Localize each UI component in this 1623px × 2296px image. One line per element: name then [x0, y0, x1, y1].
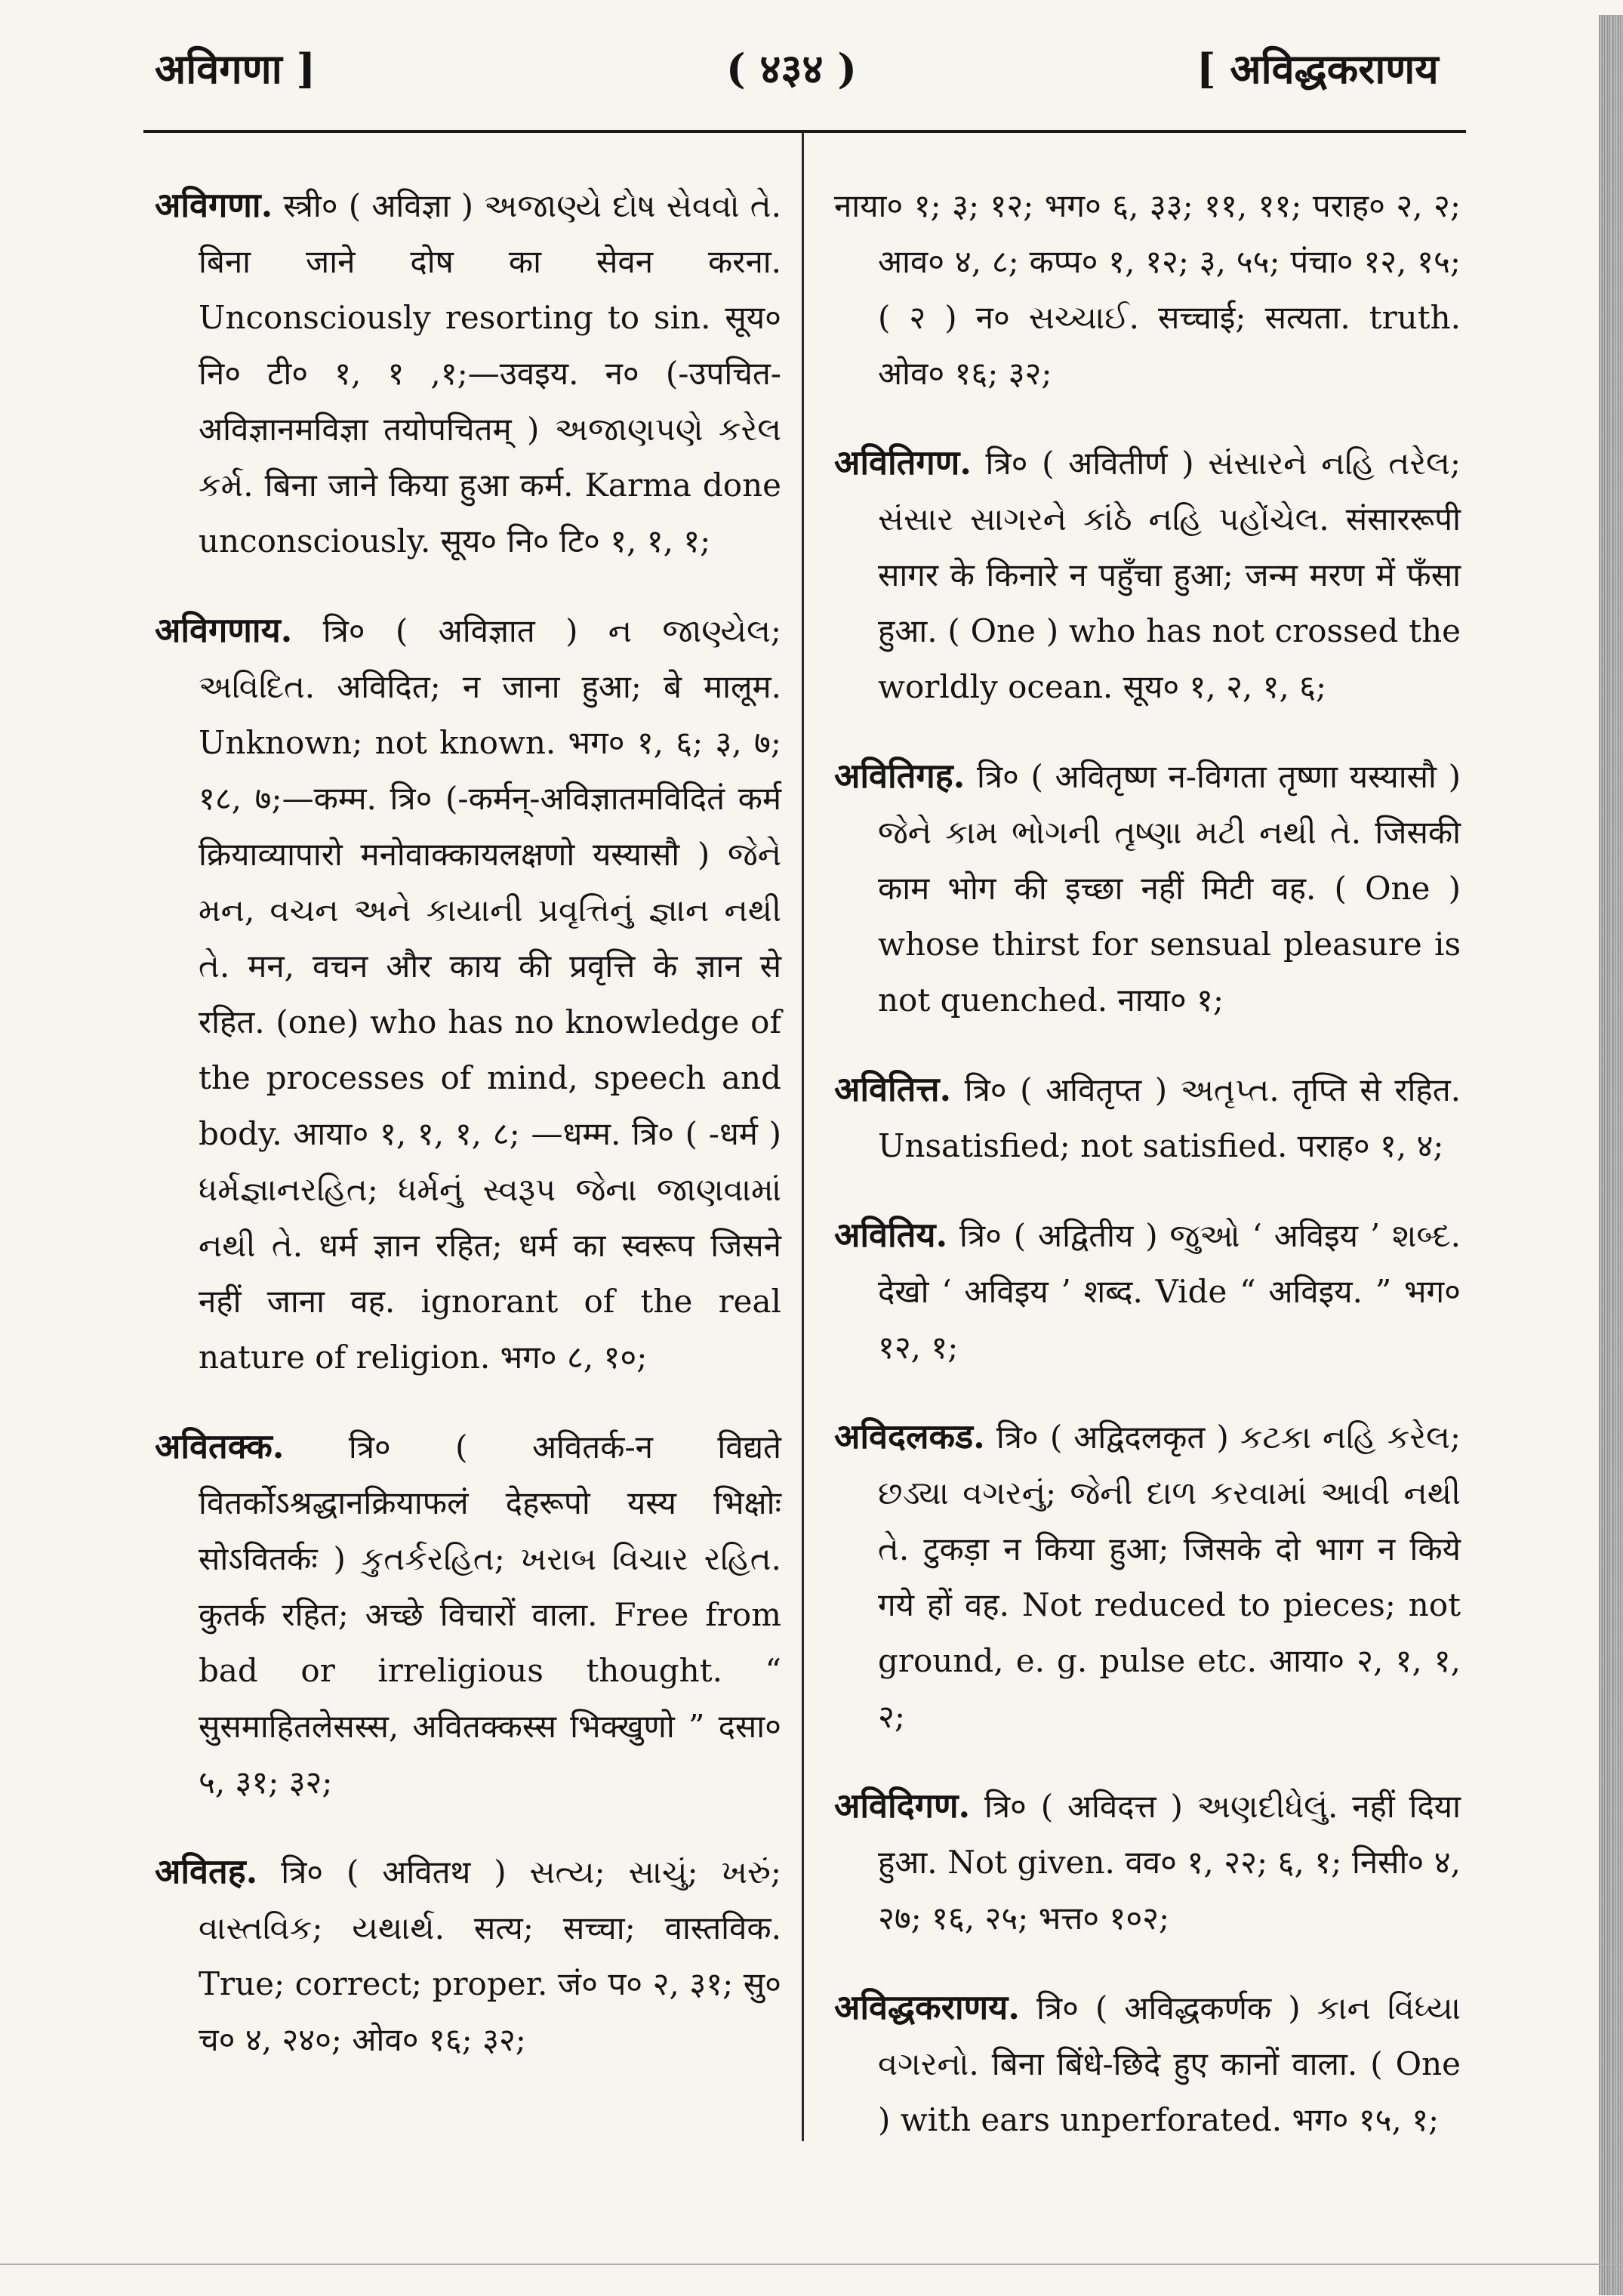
dictionary-entry — [834, 1980, 1461, 2148]
entry-definition: स्त्री० ( अविज्ञा ) અજાણ્યે દોષ સેવવો તે. बिना जाने दोष का सेवन करना. Unconsciously resorting to sin. सूय० नि० टी० १, १ ,१;—उवइय. न० (-उपचित-अविज्ञानमविज्ञा तयोपचितम् ) અજાણપણે કરેલ કર્મ. बिना जाने किया हुआ कर्म. Karma done unconsciously. सूय० नि० टि० १, १, १; — [199, 187, 781, 559]
left-column — [155, 177, 781, 2101]
book-binding-edge — [1599, 15, 1623, 2295]
entry-definition: त्रि० ( अविदत्त ) અણદીધેલું. नहीं दिया हुआ. Not given. वव० १, २२; ६, १; निसी० ४, २७; १६, २५; भत्त० १०२; — [878, 1788, 1461, 1937]
entry-definition: त्रि० ( अवितर्क-न विद्यते वितर्कोऽश्रद्धानक्रियाफलं देहरूपो यस्य भिक्षोः सोऽवितर्कः ) કુતર્કરહિત; ખરાબ વિચાર રહિત. कुतर्क रहित; अच्छे विचारों वाला. Free from bad or irreligious thought. “ सुसमाहितलेसस्स, अवितक्कस्स भिक्खुणो ” दसा० ५, ३१; ३२; — [199, 1428, 781, 1801]
column-divider — [802, 133, 804, 2141]
entry-definition: त्रि० ( अविज्ञात ) ન જાણ્યેલ; અવિદિત. अविदित; न जाना हुआ; बे मालूम. Unknown; not known. भग० १, ६; ३, ७; १८, ७;—कम्म. त्रि० (-कर्मन्-अविज्ञातमविदितं कर्म क्रियाव्यापारो मनोवाक्कायलक्षणो यस्यासौ ) જેને મન, વચન અને કાયાની પ્રવૃત્તિનું જ્ઞાન નથી તે. मन, वचन और काय की प्रवृत्ति के ज्ञान से रहित. (one) who has no knowledge of the processes of mind, speech and body. आया० १, १, १, ८; —धम्म. त्रि० ( -धर्म ) ધર્મજ્ઞાનરહિત; ધર્મનું સ્વરૂપ જેના જાણવામાં નથી તે. धर्म ज्ञान रहित; धर्म का स्वरूप जिसने नहीं जाना वह. ignorant of the real nature of religion. भग० ८, १०; — [199, 612, 781, 1376]
entry-headword: अविदलकड. — [834, 1416, 985, 1456]
entry-definition: त्रि० ( अवितृप्त ) અતૃપ્ત. तृप्ति से रहित. Unsatisfied; not satisfied. पराह० १, ४; — [878, 1071, 1461, 1164]
footer-rule — [0, 2264, 1623, 2265]
header-rule — [143, 130, 1466, 133]
page-number: ( ४३४ ) — [726, 45, 857, 93]
dictionary-entry-continued — [834, 177, 1461, 402]
entry-headword: अविगणाय. — [155, 610, 293, 650]
entry-headword: अवितिय. — [834, 1215, 948, 1255]
entry-headword: अवितित्त. — [834, 1069, 952, 1109]
entry-headword: अविदिगण. — [834, 1786, 971, 1826]
entry-headword: अवितिगह. — [834, 756, 965, 796]
right-guide-word: [ अविद्धकराणय — [1196, 45, 1439, 93]
entry-headword: अवितक्क. — [155, 1426, 285, 1466]
dictionary-entry — [155, 603, 781, 1385]
dictionary-entry — [155, 1419, 781, 1811]
entry-headword: अविगणा. — [155, 185, 273, 225]
dictionary-entry — [834, 748, 1461, 1028]
dictionary-entry — [834, 1062, 1461, 1174]
entry-headword: अवितिगण. — [834, 442, 972, 482]
right-column — [834, 177, 1461, 2181]
page-header — [0, 39, 1623, 107]
dictionary-entry — [834, 1409, 1461, 1745]
entry-definition: त्रि० ( अद्वितीय ) જુઓ ‘ अविइय ’ શબ્દ. देखो ‘ अविइय ’ शब्द. Vide “ अविइय. ” भग० १२, १; — [878, 1217, 1461, 1366]
entry-headword: अविद्धकराणय. — [834, 1987, 1020, 2027]
entry-definition: त्रि० ( अवितथ ) સત્ય; સાચું; ખરું; વાસ્તવિક; યથાર્થ. सत्य; सच्चा; वास्तविक. True; correct; proper. जं० प० २, ३१; सु० च० ४, २४०; ओव० १६; ३२; — [199, 1854, 781, 2058]
entry-headword: अवितह. — [155, 1851, 258, 1891]
entry-definition: त्रि० ( अवितीर्ण ) સંસારને નહિ તરેલ; સંસાર સાગરને કાંઠે નહિ પહોંચેલ. संसाररूपी सागर के किनारे न पहुँचा हुआ; जन्म मरण में फँसा हुआ. ( One ) who has not crossed the worldly ocean. सूय० १, २, १, ६; — [878, 445, 1461, 705]
dictionary-entry — [155, 1844, 781, 2068]
dictionary-entry — [834, 1207, 1461, 1376]
dictionary-entry — [834, 435, 1461, 715]
entry-definition: त्रि० ( अद्विदलकृत ) કટકા નહિ કરેલ; છડ્યા વગરનું; જેની દાળ કરવામાં આવી નથી તે. टुकड़ा न किया हुआ; जिसके दो भाग न किये गये हों वह. Not reduced to pieces; not ground, e. g. pulse etc. आया० २, १, १, २; — [878, 1419, 1461, 1735]
entry-definition: नाया० १; ३; १२; भग० ६, ३३; ११, ११; पराह० २, २; आव० ४, ८; कप्प० १, १२; ३, ५५; पंचा० १२, १५; ( २ ) न० સચ્ચાઈ. सच्चाई; सत्यता. truth. ओव० १६; ३२; — [834, 187, 1461, 392]
entry-definition: त्रि० ( अवितृष्ण न-विगता तृष्णा यस्यासौ ) જેને કામ ભોગની તૃષ્ણા મટી નથી તે. जिसकी काम भोग की इच्छा नहीं मिटी वह. ( One ) whose thirst for sensual pleasure is not quenched. नाया० १; — [878, 758, 1461, 1019]
left-guide-word: अविगणा ] — [155, 45, 316, 93]
entry-definition: त्रि० ( अविद्धकर्णक ) કાન વિંધ્યા વગરનો. बिना बिंधे-छिदे हुए कानों वाला. ( One ) with ears unperforated. भग० १५, १; — [878, 1989, 1461, 2138]
dictionary-entry — [155, 177, 781, 569]
dictionary-entry — [834, 1778, 1461, 1946]
